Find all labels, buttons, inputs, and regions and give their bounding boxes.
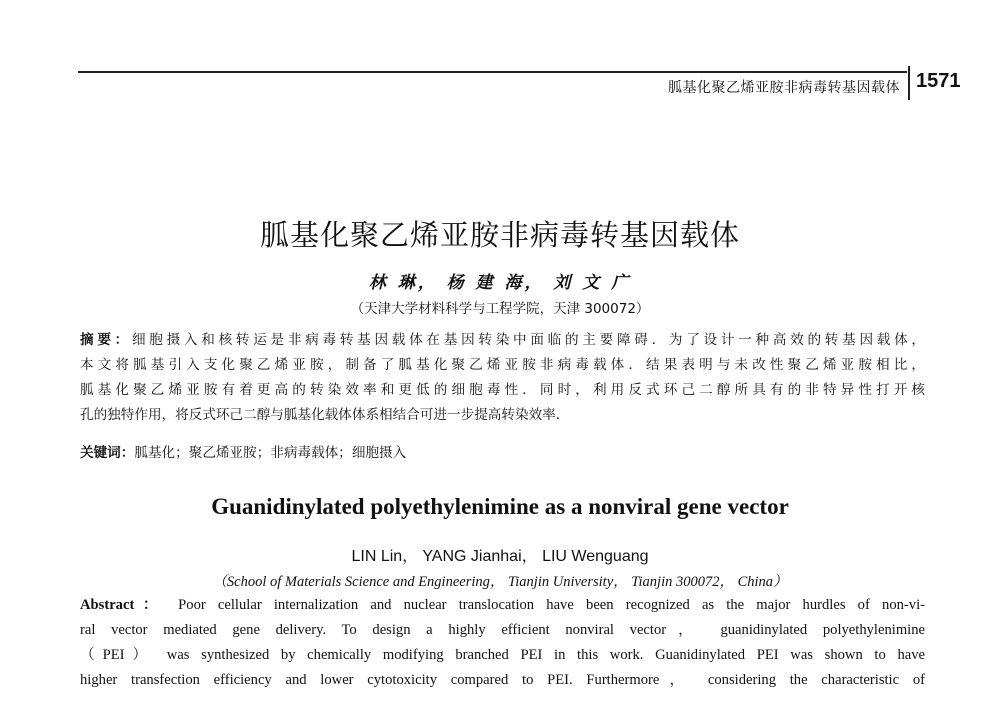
- english-abstract-text: Poor cellular internalization and nuclear translocation have been recognized as the major hurdles of non-vi-: [178, 597, 925, 613]
- chinese-keywords-text: 胍基化；聚乙烯亚胺；非病毒载体；细胞摄入: [134, 445, 407, 461]
- chinese-keywords: [80, 441, 406, 466]
- english-title: Guanidinylated polyethylenimine as a nonviral gene vector: [211, 494, 789, 519]
- english-abstract-line-2: ral vector mediated gene delivery. To design a highly efficient nonviral vector， guanidinylated polyethylenimine: [80, 622, 925, 638]
- page-number: 1571: [916, 70, 961, 92]
- chinese-abstract-line-1: [80, 328, 925, 353]
- chinese-abstract-line-4: 孔的独特作用，将反式环己二醇与胍基化载体体系相结合可进一步提高转染效率．: [80, 407, 570, 423]
- chinese-authors: 林 琳， 杨 建 海， 刘 文 广: [368, 273, 632, 293]
- chinese-affiliation: （天津大学材料科学与工程学院，天津 300072）: [350, 301, 650, 317]
- english-abstract: [80, 593, 925, 693]
- english-abstract-line-1: [80, 593, 925, 618]
- english-authors: LIN Lin， YANG Jianhai， LIU Wenguang: [351, 548, 649, 565]
- chinese-abstract-line-3: 胍基化聚乙烯亚胺有着更高的转染效率和更低的细胞毒性．同时，利用反式环己二醇所具有的非特异性打开核: [80, 382, 925, 398]
- header-separator: [908, 66, 910, 100]
- chinese-abstract-line-2: 本文将胍基引入支化聚乙烯亚胺，制备了胍基化聚乙烯亚胺非病毒载体．结果表明与未改性聚乙烯亚胺相比，: [80, 357, 925, 373]
- chinese-keywords-label: 关键词：: [80, 445, 135, 461]
- english-abstract-line-3: （PEI） was synthesized by chemically modifying branched PEI in this work. Guanidinylated PEI was shown to have: [80, 647, 925, 663]
- chinese-abstract-text: 细胞摄入和核转运是非病毒转基因载体在基因转染中面临的主要障碍．为了设计一种高效的转基因载体，: [131, 332, 926, 348]
- english-abstract-label: Abstract：: [80, 597, 166, 613]
- chinese-abstract-label: 摘要：: [80, 332, 132, 348]
- english-abstract-line-4: higher transfection efficiency and lower cytotoxicity compared to PEI. Furthermore， considering the characteristic of: [80, 672, 925, 688]
- running-head: 胍基化聚乙烯亚胺非病毒转基因载体: [668, 80, 900, 96]
- chinese-title: 胍基化聚乙烯亚胺非病毒转基因载体: [259, 218, 740, 252]
- english-affiliation: （School of Materials Science and Engineering， Tianjin University， Tianjin 300072， China）: [212, 574, 788, 590]
- chinese-abstract: [80, 328, 925, 428]
- header-rule: [78, 71, 907, 73]
